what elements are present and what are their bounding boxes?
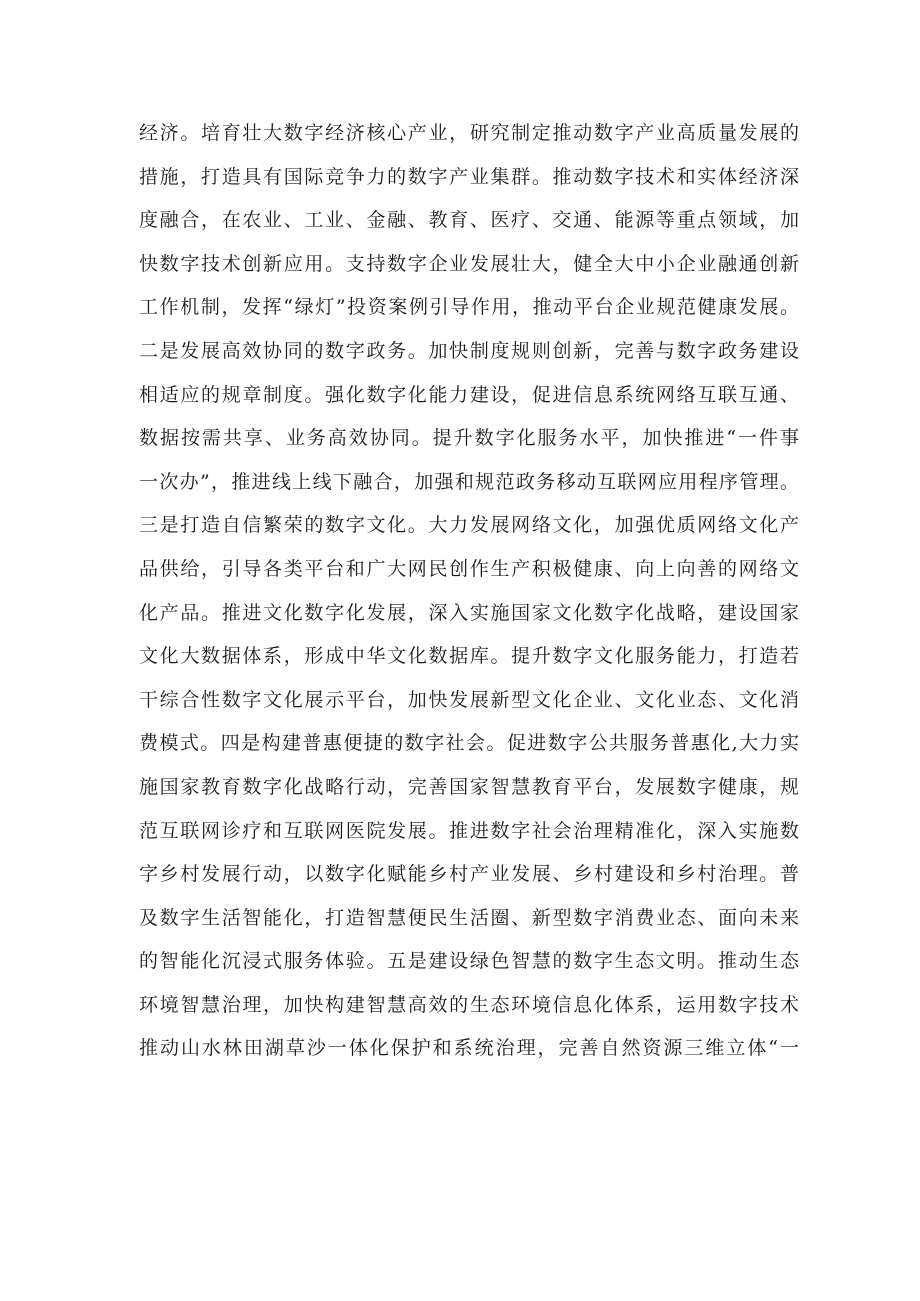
text-line: 品供给，引导各类平台和广大网民创作生产积极健康、向上向善的网络文 (139, 557, 799, 580)
text-line: 化产品。推进文化数字化发展，深入实施国家文化数字化战略，建设国家 (139, 601, 799, 624)
text-line: 度融合，在农业、工业、金融、教育、医疗、交通、能源等重点领域，加 (139, 209, 799, 232)
text-line: 范互联网诊疗和互联网医院发展。推进数字社会治理精准化，深入实施数 (139, 819, 799, 842)
text-line: 字乡村发展行动，以数字化赋能乡村产业发展、乡村建设和乡村治理。普 (139, 863, 799, 886)
text-line: 数据按需共享、业务高效协同。提升数字化服务水平，加快推进“一件事 (139, 427, 799, 450)
document-body (139, 112, 799, 1071)
text-line: 工作机制，发挥“绿灯”投资案例引导作用，推动平台企业规范健康发展。 (139, 296, 799, 319)
text-line: 推动山水林田湖草沙一体化保护和系统治理，完善自然资源三维立体“一 (139, 1037, 799, 1060)
text-line: 干综合性数字文化展示平台，加快发展新型文化企业、文化业态、文化消 (139, 688, 799, 711)
text-line: 的智能化沉浸式服务体验。五是建设绿色智慧的数字生态文明。推动生态 (139, 950, 799, 973)
text-line: 施国家教育数字化战略行动，完善国家智慧教育平台，发展数字健康，规 (139, 775, 799, 798)
text-line: 环境智慧治理，加快构建智慧高效的生态环境信息化体系，运用数字技术 (139, 993, 799, 1016)
text-line: 措施，打造具有国际竞争力的数字产业集群。推动数字技术和实体经济深 (139, 165, 799, 188)
text-line: 经济。培育壮大数字经济核心产业，研究制定推动数字产业高质量发展的 (139, 122, 799, 144)
text-line: 相适应的规章制度。强化数字化能力建设，促进信息系统网络互联互通、 (139, 383, 799, 406)
text-line: 二是发展高效协同的数字政务。加快制度规则创新，完善与数字政务建设 (139, 339, 799, 362)
text-line: 快数字技术创新应用。支持数字企业发展壮大，健全大中小企业融通创新 (139, 252, 799, 275)
text-line: 文化大数据体系，形成中华文化数据库。提升数字文化服务能力，打造若 (139, 645, 799, 668)
text-line: 三是打造自信繁荣的数字文化。大力发展网络文化，加强优质网络文化产 (139, 514, 799, 537)
text-line: 一次办”，推进线上线下融合，加强和规范政务移动互联网应用程序管理。 (139, 470, 799, 493)
text-line: 及数字生活智能化，打造智慧便民生活圈、新型数字消费业态、面向未来 (139, 906, 799, 929)
text-line: 费模式。四是构建普惠便捷的数字社会。促进数字公共服务普惠化,大力实 (139, 732, 799, 755)
